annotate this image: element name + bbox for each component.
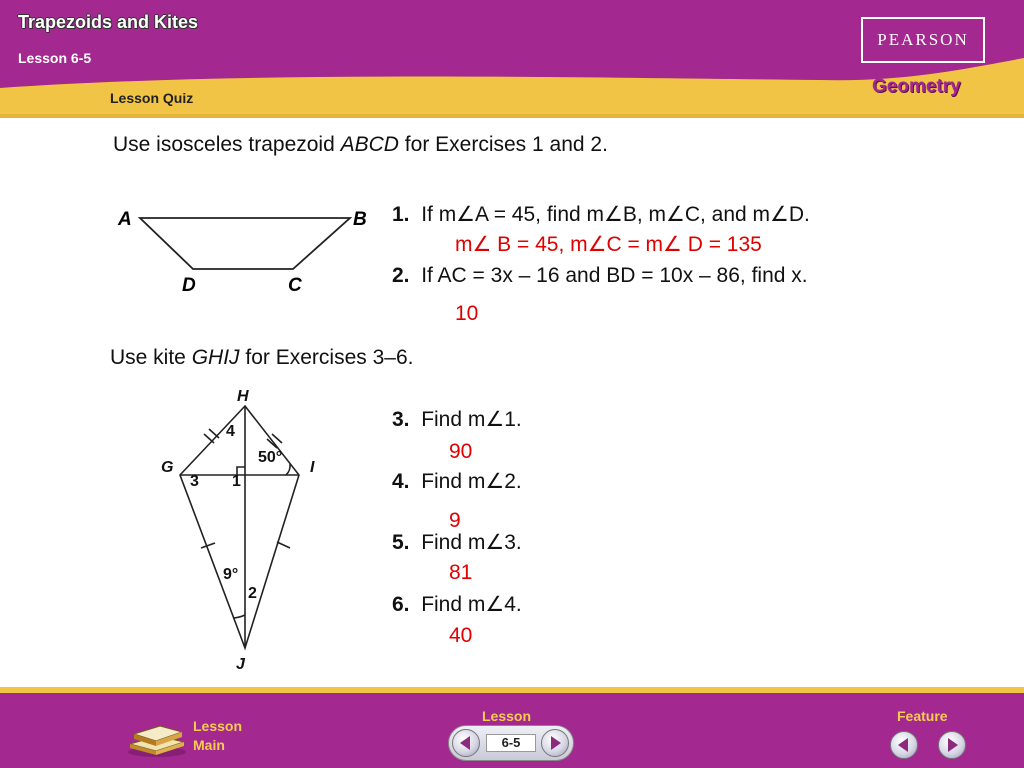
lesson-main-label-2[interactable]: Main bbox=[193, 737, 225, 753]
trapezoid-label-d: D bbox=[182, 275, 196, 296]
question-4-number: 4. bbox=[392, 470, 410, 493]
answer-2: 10 bbox=[455, 302, 479, 325]
answer-4: 9 bbox=[449, 509, 461, 532]
intro-kite-pre: Use kite bbox=[110, 346, 192, 369]
lesson-nav-label: Lesson bbox=[482, 708, 532, 724]
question-3 bbox=[392, 407, 522, 432]
question-1-text: If m∠A = 45, find m∠B, m∠C, and m∠D. bbox=[421, 203, 810, 226]
book-stack-icon[interactable] bbox=[126, 714, 188, 758]
kite-angle-2: 2 bbox=[248, 585, 257, 602]
answer-3: 90 bbox=[449, 440, 473, 463]
footer-band bbox=[0, 687, 1024, 693]
kite-figure bbox=[150, 382, 330, 677]
kite-label-j: J bbox=[236, 656, 245, 673]
question-3-number: 3. bbox=[392, 408, 410, 431]
intro-trapezoid-name: ABCD bbox=[340, 133, 399, 156]
pearson-logo: PEARSON bbox=[861, 17, 985, 63]
lesson-number-display: 6-5 bbox=[486, 734, 536, 752]
kite-label-i: I bbox=[310, 459, 315, 476]
question-5-text: Find m∠3. bbox=[421, 531, 522, 554]
question-5 bbox=[392, 530, 522, 555]
question-5-number: 5. bbox=[392, 531, 410, 554]
question-4 bbox=[392, 469, 522, 494]
feature-next-button[interactable] bbox=[938, 731, 966, 759]
arrow-right-icon bbox=[551, 736, 561, 750]
lesson-number: Lesson 6-5 bbox=[18, 50, 92, 66]
question-6-number: 6. bbox=[392, 593, 410, 616]
intro-trapezoid-post: for Exercises 1 and 2. bbox=[398, 133, 608, 156]
intro-trapezoid bbox=[113, 133, 608, 157]
kite-angle-3: 3 bbox=[190, 473, 199, 490]
kite-label-g: G bbox=[161, 459, 174, 476]
trapezoid-shape bbox=[140, 218, 350, 269]
intro-kite-post: for Exercises 3–6. bbox=[239, 346, 414, 369]
question-6 bbox=[392, 592, 522, 617]
lesson-prev-button[interactable] bbox=[452, 729, 480, 757]
question-3-text: Find m∠1. bbox=[421, 408, 522, 431]
lesson-main-link[interactable] bbox=[193, 717, 242, 755]
trapezoid-figure bbox=[110, 198, 380, 298]
kite-angle-4: 4 bbox=[226, 423, 235, 440]
answer-6: 40 bbox=[449, 624, 473, 647]
trapezoid-label-b: B bbox=[353, 209, 367, 230]
question-2-text: If AC = 3x – 16 and BD = 10x – 86, find x. bbox=[421, 264, 808, 287]
header bbox=[0, 0, 1024, 118]
kite-label-h: H bbox=[237, 388, 249, 405]
answer-1: m∠ B = 45, m∠C = m∠ D = 135 bbox=[455, 233, 762, 256]
subject-label: Geometry bbox=[872, 76, 961, 97]
answer-5: 81 bbox=[449, 561, 473, 584]
question-1-number: 1. bbox=[392, 203, 410, 226]
question-6-text: Find m∠4. bbox=[421, 593, 522, 616]
question-1 bbox=[392, 202, 810, 227]
intro-trapezoid-pre: Use isosceles trapezoid bbox=[113, 133, 341, 156]
lesson-title: Trapezoids and Kites bbox=[18, 12, 199, 32]
trapezoid-label-a: A bbox=[118, 209, 132, 230]
lesson-main-label-1[interactable]: Lesson bbox=[193, 718, 243, 734]
intro-kite-name: GHIJ bbox=[191, 346, 240, 369]
section-title: Lesson Quiz bbox=[110, 90, 194, 106]
question-2-number: 2. bbox=[392, 264, 410, 287]
feature-nav-label: Feature bbox=[897, 708, 948, 724]
kite-angle-50: 50° bbox=[258, 449, 283, 466]
kite-angle-9: 9° bbox=[223, 566, 239, 583]
trapezoid-label-c: C bbox=[288, 275, 302, 296]
kite-angle-1: 1 bbox=[232, 473, 241, 490]
question-4-text: Find m∠2. bbox=[421, 470, 522, 493]
arrow-left-icon bbox=[460, 736, 470, 750]
lesson-next-button[interactable] bbox=[541, 729, 569, 757]
feature-prev-button[interactable] bbox=[890, 731, 918, 759]
intro-kite bbox=[110, 346, 413, 370]
arrow-left-icon bbox=[898, 738, 908, 752]
arrow-right-icon bbox=[948, 738, 958, 752]
question-2 bbox=[392, 264, 808, 288]
